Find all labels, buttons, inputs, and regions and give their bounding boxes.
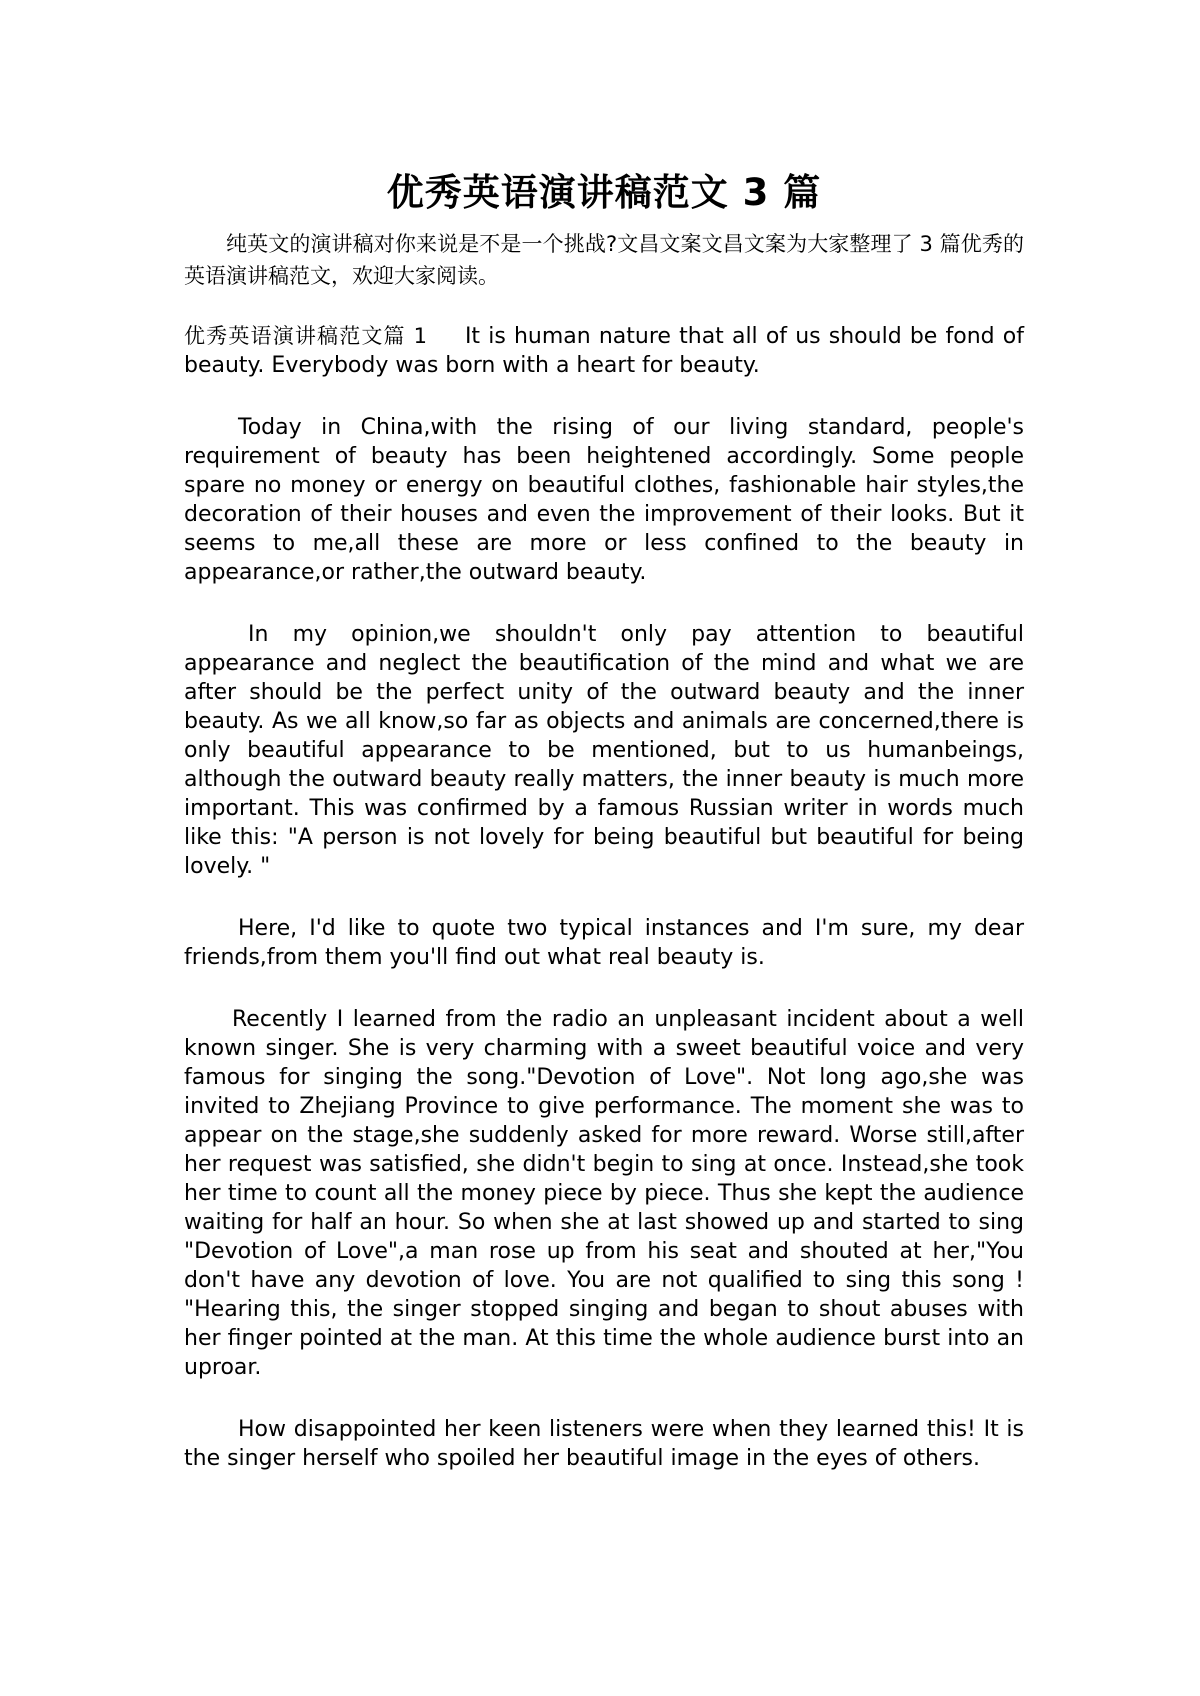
body-paragraph: Here, I'd like to quote two typical instances and I'm sure, my dear friends,from them you'll find out what real beauty is. bbox=[184, 916, 1024, 970]
intro-paragraph: 纯英文的演讲稿对你来说是不是一个挑战?文昌文案文昌文案为大家整理了 3 篇优秀的英语演讲稿范文，欢迎大家阅读。 bbox=[184, 232, 1024, 288]
document-title: 优秀英语演讲稿范文 3 篇 bbox=[386, 171, 822, 214]
body-paragraph: How disappointed her keen listeners were when they learned this! It is the singer herself who spoiled her beautiful image in the eyes of others. bbox=[184, 1417, 1024, 1471]
body-paragraph: Recently I learned from the radio an unpleasant incident about a well known singer. She is very charming with a sweet beautiful voice and very famous for singing the song."Devotion of Love". Not long ago,she was invited to Zhejiang Province to give performance. The moment she was to appear on the stage,she suddenly asked for more reward. Worse still,after her request was satisfied, she didn't begin to sing at once. Instead,she took her time to count all the money piece by piece. Thus she kept the audience waiting for half an hour. So when she at last showed up and started to sing "Devotion of Love",a man rose up from his seat and shouted at her,"You don't have any devotion of love. You are not qualified to sing this song ! "Hearing this, the singer stopped singing and began to shout abuses with her finger pointed at the man. At this time the whole audience burst into an uproar. bbox=[184, 1007, 1024, 1380]
body-paragraph: Today in China,with the rising of our living standard, people's requirement of beauty has been heightened accordingly. Some people spare no money or energy on beautiful clothes, fashionable hair styles,the decoration of their houses and even the improvement of their looks. But it seems to me,all these are more or less confined to the beauty in appearance,or rather,the outward beauty. bbox=[184, 415, 1024, 585]
section-heading: 优秀英语演讲稿范文篇 1 bbox=[184, 324, 427, 348]
document-page bbox=[184, 168, 1024, 1473]
paragraph-text: It is human nature that all of us should be fond of beauty. Everybody was born with a heart for beauty. bbox=[184, 324, 1024, 378]
section-1-first-paragraph bbox=[184, 322, 1024, 380]
body-paragraph: In my opinion,we shouldn't only pay attention to beautiful appearance and neglect the beautification of the mind and what we are after should be the perfect unity of the outward beauty and the inner beauty. As we all know,so far as objects and animals are concerned,there is only beautiful appearance to be mentioned, but to us humanbeings, although the outward beauty really matters, the inner beauty is much more important. This was confirmed by a famous Russian writer in words much like this: "A person is not lovely for being beautiful but beautiful for being lovely. " bbox=[184, 622, 1024, 879]
